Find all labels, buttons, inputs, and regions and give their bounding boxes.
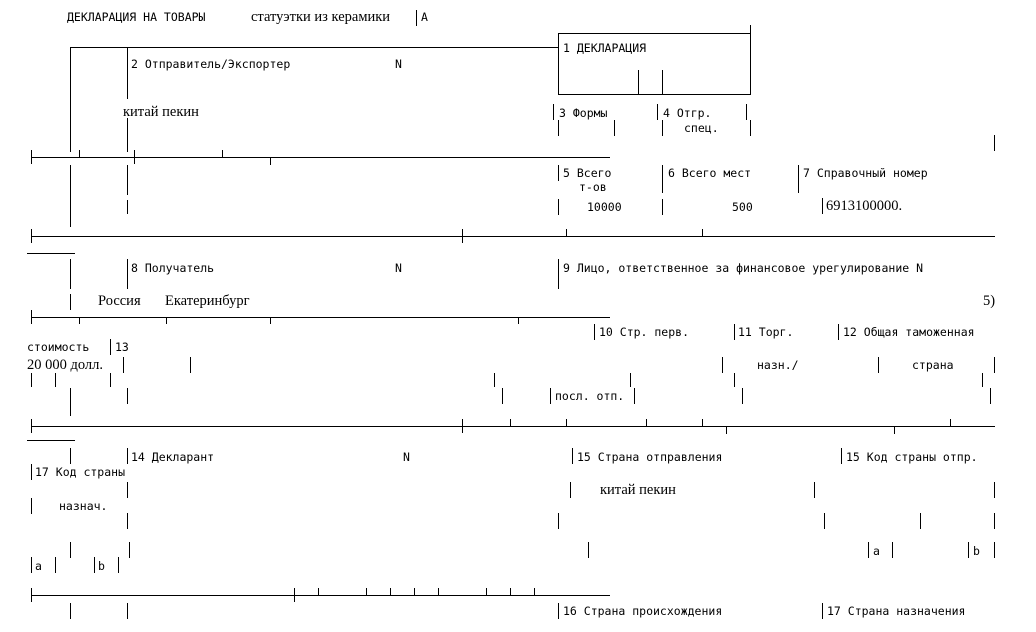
tick [734,324,735,340]
box4-label-2: спец. [684,121,719,135]
tick [594,324,595,340]
tick [994,357,995,373]
tick [968,542,969,558]
box15-departure-country-value: китай пекин [600,482,676,498]
box9-tail: 5) [983,293,996,309]
left-line [70,294,71,310]
box12-label: 12 Общая таможенная [843,325,975,339]
row-separator [31,426,995,427]
box3-label: 3 Формы [559,106,608,120]
tick [742,388,743,404]
left-line [127,448,128,464]
tick [166,317,167,324]
column-a-label: A [421,10,428,24]
box15b-label: 15 Код страны отпр. [846,450,978,464]
tick [734,373,735,387]
divider [416,10,417,26]
left-line [129,542,130,558]
box17a-label-2: назнач. [59,499,108,513]
tick [798,165,799,193]
box5-label-2: т-ов [579,180,607,194]
box17a-a-label: a [35,559,42,573]
tick [270,158,271,165]
tick [510,588,511,596]
box16-label: 16 Страна происхождения [563,604,723,618]
tick [110,373,111,387]
tick [588,542,589,558]
box2-n-label: N [395,57,402,71]
tick [486,588,487,596]
tick [414,588,415,596]
box8-country-value: Россия [98,293,141,309]
box10-label-2: посл. отп. [555,389,625,403]
box15b-a-label: a [873,544,880,558]
tick [31,229,32,243]
tick [746,104,747,120]
tick [892,542,893,558]
short-line [27,253,75,254]
left-line [70,259,71,289]
tick [558,603,559,619]
box17-label: 17 Страна назначения [827,604,966,618]
tick [94,557,95,573]
tick [270,317,271,324]
tick [994,513,995,529]
tick [868,542,869,558]
box17a-b-label: b [98,559,105,573]
left-line [127,482,128,498]
tick [838,324,839,340]
box1-left-line [558,33,559,95]
box11-label: 11 Торг. [738,325,794,339]
tick [994,482,995,498]
left-line [70,165,71,227]
tick [662,199,663,215]
box6-label: 6 Всего мест [668,166,752,180]
tick [614,120,615,136]
box8-label: 8 Получатель [131,261,215,275]
left-line [70,448,71,464]
box11-label-2: назн./ [757,358,799,372]
row-separator [31,157,610,158]
tick [462,229,463,243]
goods-name-value: статуэтки из керамики [251,9,391,25]
box7-reference-value: 6913100000. [826,198,903,214]
tick [662,120,663,136]
box15b-b-label: b [973,544,980,558]
tick [31,310,32,324]
tick [31,419,32,433]
tick [824,513,825,529]
tick [982,373,983,387]
tick [572,448,573,464]
tick [894,427,895,434]
left-line [127,513,128,529]
tick [638,70,639,94]
box1-label: 1 ДЕКЛАРАЦИЯ [563,41,647,55]
box2-label: 2 Отправитель/Экспортер [131,57,291,71]
tick [510,419,511,427]
left-line [127,200,128,214]
box1-top-line [558,33,751,34]
tick [31,373,32,387]
tick [630,373,631,387]
declaration-title: ДЕКЛАРАЦИЯ НА ТОВАРЫ [67,10,206,24]
tick [134,150,135,164]
box9-label: 9 Лицо, ответственное за финансовое урегулирование N [563,261,924,275]
tick [31,150,32,164]
box5-label: 5 Всего [563,166,612,180]
row-separator [31,595,610,596]
box8-n-label: N [395,261,402,275]
tick [566,419,567,427]
box13-customs-value: 20 000 долл. [27,357,104,373]
left-line [127,165,128,195]
tick [31,498,32,514]
box13-label: 13 [115,340,129,354]
tick [558,199,559,215]
box5-total-goods-value: 10000 [587,200,622,214]
box7-label: 7 Справочный номер [803,166,928,180]
tick [222,150,223,158]
tick [558,259,559,289]
short-line [27,440,75,441]
tick [31,464,32,480]
box15-label: 15 Страна отправления [577,450,723,464]
tick [566,229,567,237]
tick [558,120,559,136]
tick [31,588,32,602]
tick [190,357,191,373]
box1-right-line [750,25,751,95]
tick [390,588,391,596]
left-line [70,603,71,619]
tick [990,388,991,404]
tick [634,388,635,404]
tick [553,104,554,120]
tick [550,388,551,404]
tick [502,388,503,404]
tick [994,542,995,558]
box4-label: 4 Отгр. [663,106,712,120]
tick [657,104,658,120]
tick [55,373,56,387]
box14-label: 14 Декларант [131,450,215,464]
box2-left-line [70,47,71,152]
row-separator [31,236,995,237]
tick [462,419,463,433]
tick [518,317,519,324]
tick [750,120,751,136]
box13-value-label: стоимость [27,340,90,354]
box2-top-line [70,47,559,48]
tick [123,357,124,373]
tick [31,557,32,573]
box17a-label: 17 Код страны [35,465,126,479]
row-separator [31,317,610,318]
tick [878,357,879,373]
tick [702,229,703,237]
tick [814,482,815,498]
tick [994,135,995,151]
box2-inner-line [127,47,128,99]
tick [558,513,559,529]
tick [920,513,921,529]
box2-inner-line [127,118,128,152]
box2-exporter-value: китай пекин [123,104,199,120]
tick [662,165,663,193]
tick [79,150,80,158]
tick [110,339,111,355]
tick [662,70,663,94]
left-line [127,603,128,619]
tick [118,557,119,573]
box12-label-2: страна [912,358,954,372]
left-line [127,259,128,289]
left-line [70,542,71,558]
tick [55,557,56,573]
tick [294,588,295,602]
tick [841,448,842,464]
tick [646,419,647,427]
tick [438,588,439,596]
box14-n-label: N [403,450,410,464]
box1-bottom-line [558,94,751,95]
tick [366,588,367,596]
box8-city-value: Екатеринбург [165,293,250,309]
tick [822,603,823,619]
tick [494,373,495,387]
box10-label: 10 Стр. перв. [599,325,690,339]
tick [318,588,319,596]
tick [702,419,703,427]
tick [558,165,559,181]
tick [950,419,951,427]
box6-total-places-value: 500 [732,200,753,214]
left-line [127,388,128,404]
tick [722,357,723,373]
tick [570,482,571,498]
tick [534,588,535,596]
tick [79,317,80,324]
tick [726,427,727,434]
left-line [70,388,71,416]
tick [822,198,823,214]
